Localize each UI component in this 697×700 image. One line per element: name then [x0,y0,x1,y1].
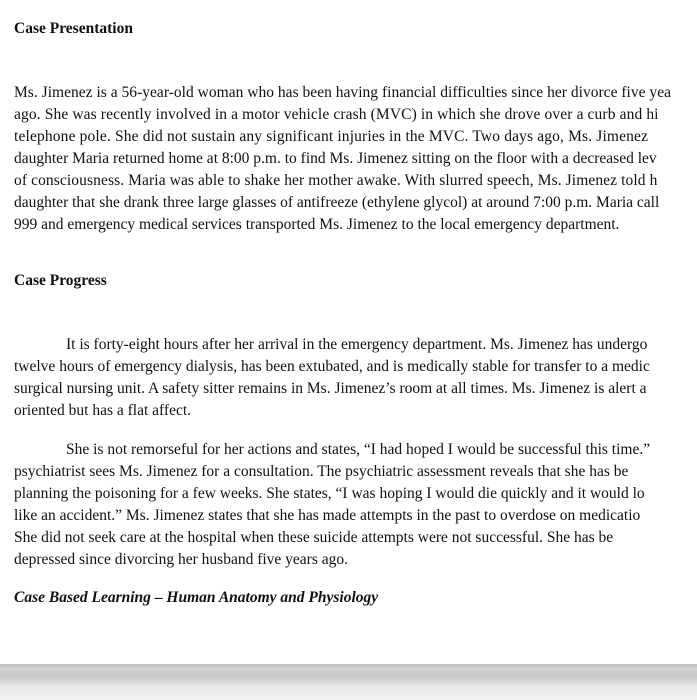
page-shadow-edge [0,664,697,670]
paragraph-line: She is not remorseful for her actions and states, “I had hoped I would be successful this time.” [66,441,651,458]
paragraph-line: telephone pole. She did not sustain any significant injuries in the MVC. Two days ago, Ms. Jimenez [14,128,649,145]
paragraph-line: depressed since divorcing her husband five years ago. [14,551,348,568]
paragraph-line: daughter that she drank three large glasses of antifreeze (ethylene glycol) at around 7:00 p.m. Maria call [14,194,660,211]
paragraph-line: psychiatrist sees Ms. Jimenez for a consultation. The psychiatric assessment reveals that she has be [14,463,629,480]
paragraph-line: surgical nursing unit. A safety sitter remains in Ms. Jimenez’s room at all times. Ms. Jimenez is alert a [14,380,647,397]
paragraph-line: daughter Maria returned home at 8:00 p.m. to find Ms. Jimenez sitting on the floor with a decreased lev [14,150,657,167]
paragraph-line: She did not seek care at the hospital when these suicide attempts were not successful. She has be [14,529,614,546]
paragraph-line: of consciousness. Maria was able to shake her mother awake. With slurred speech, Ms. Jimenez told h [14,172,658,189]
paragraph-line: like an accident.” Ms. Jimenez states that she has made attempts in the past to overdose on medicatio [14,507,641,524]
case-progress-heading: Case Progress [14,272,107,289]
paragraph-line: planning the poisoning for a few weeks. She states, “I was hoping I would die quickly and it would lo [14,485,645,502]
case-presentation-heading: Case Presentation [14,20,133,37]
paragraph-line: ago. She was recently involved in a motor vehicle crash (MVC) in which she drove over a curb and hi [14,106,659,123]
paragraph-line: Ms. Jimenez is a 56-year-old woman who has been having financial difficulties since her divorce five yea [14,84,671,101]
paragraph-line: twelve hours of emergency dialysis, has been extubated, and is medically stable for transfer to a medic [14,358,650,375]
paragraph-line: oriented but has a flat affect. [14,402,192,419]
paragraph-line: It is forty-eight hours after her arrival in the emergency department. Ms. Jimenez has undergo [66,336,648,353]
footer-heading: Case Based Learning – Human Anatomy and Physiology [14,589,379,606]
viewer-bottom-bar [0,664,697,700]
paragraph-line: 999 and emergency medical services transported Ms. Jimenez to the local emergency department. [14,216,620,233]
